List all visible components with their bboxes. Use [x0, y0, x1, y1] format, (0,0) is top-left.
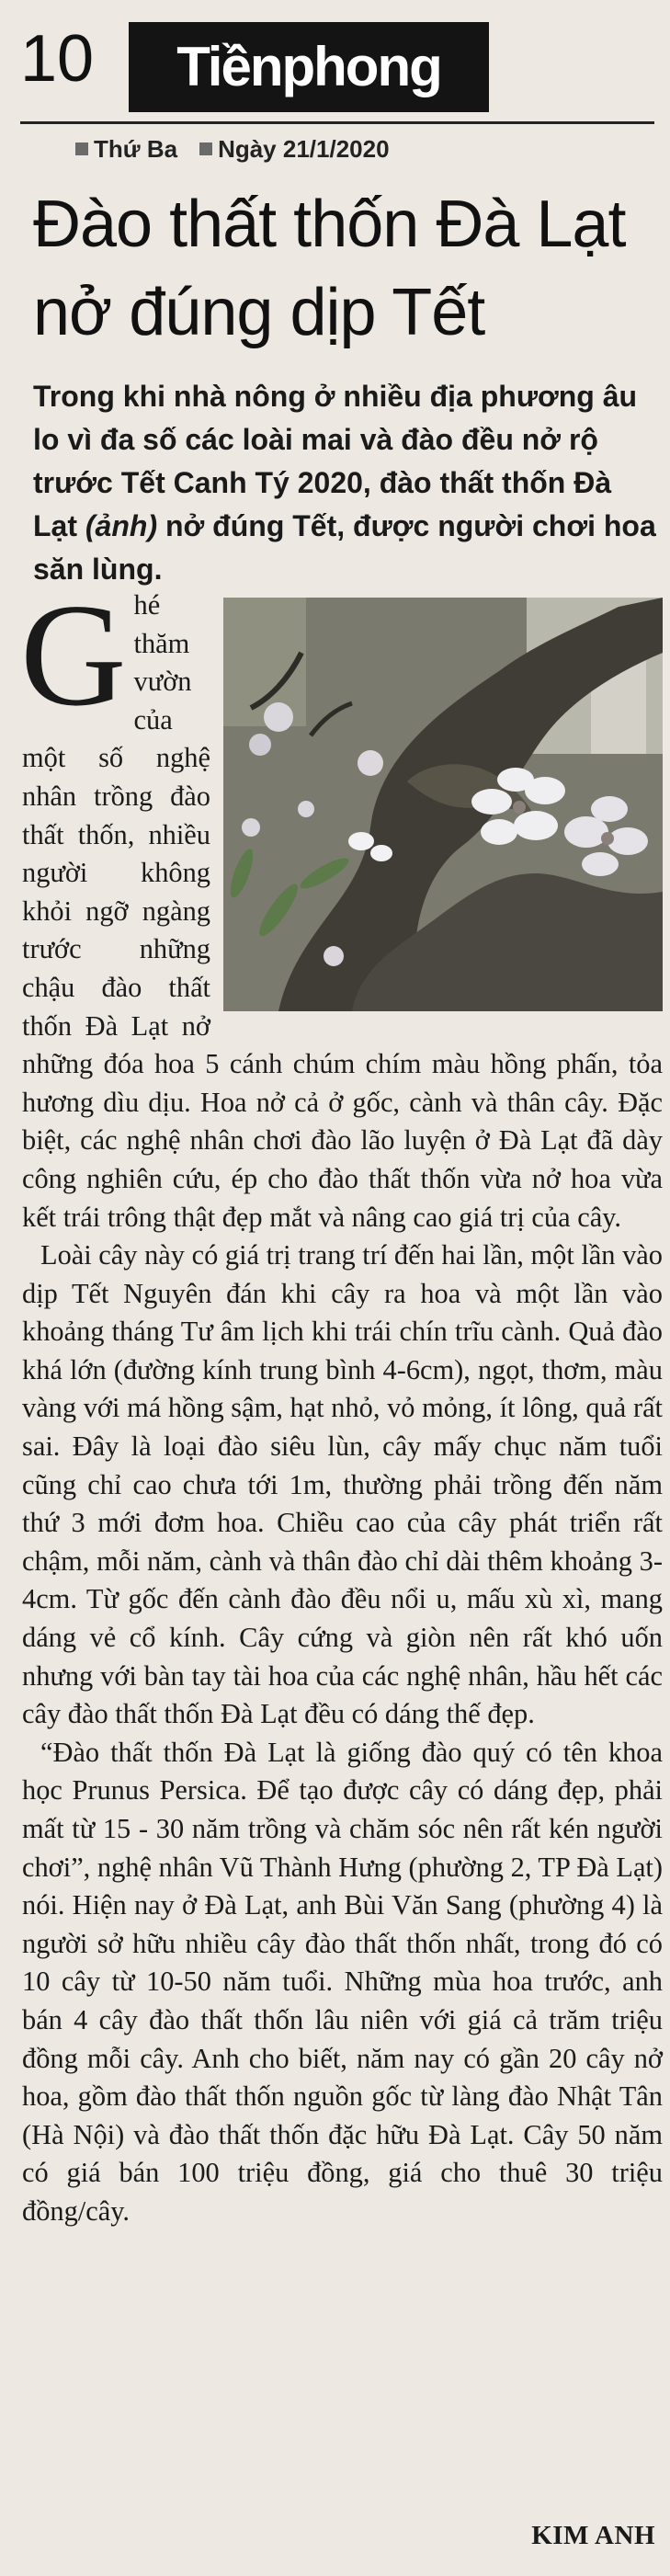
page-number: 10 — [20, 22, 95, 96]
photo-space — [223, 587, 663, 1026]
lead-photo-reference: (ảnh) — [85, 509, 158, 542]
square-bullet-icon — [199, 142, 212, 155]
dateline-date-item — [199, 135, 389, 164]
newspaper-logo — [129, 22, 489, 112]
newspaper-name: Tiềnphong — [176, 36, 441, 97]
article-paragraph-3: “Đào thất thốn Đà Lạt là giống đào quý có tên khoa học Prunus Persica. Để tạo được cây có dáng đẹp, phải mất từ 15 - 30 năm trồng và chăm sóc nên rất kén người chơi”, nghệ nhân Vũ Thành Hưng (phường 2, TP Đà Lạt) nói. Hiện nay ở Đà Lạt, anh Bùi Văn Sang (phường 4) là người sở hữu nhiều cây đào thất thốn nhất, trong đó có 10 cây từ 10-50 năm tuổi. Những mùa hoa trước, anh bán 4 cây đào thất thốn lâu niên với giá cả trăm triệu đồng mỗi cây. Anh cho biết, năm nay có gần 20 cây nở hoa, gồm đào thất thốn nguồn gốc từ làng đào Nhật Tân (Hà Nội) và đào thất thốn đặc hữu Đà Lạt. Cây 50 năm có giá bán 100 triệu đồng, giá cho thuê 30 triệu đồng/cây. — [22, 1736, 663, 2227]
dateline-date: Ngày 21/1/2020 — [218, 134, 390, 163]
author-byline: KIM ANH — [531, 2521, 655, 2550]
lead-text-end: nở đúng Tết, được người chơi hoa săn lùng. — [33, 509, 656, 586]
paragraph-1-text: hé thăm vườn của một số nghệ nhân trồng đào thất thốn, nhiều người không khỏi ngỡ ngàng trước những chậu đào thất thốn Đà Lạt nở những đóa hoa 5 cánh chúm chím màu hồng phấn, tỏa hương dìu dịu. Hoa nở cả ở gốc, cành và thân cây. Đặc biệt, các nghệ nhân chơi đào lão luyện ở Đà Lạt đã dày công nghiên cứu, ép cho đào thất thốn vừa nở hoa vừa kết trái trông thật đẹp mắt và nâng cao giá trị của cây. — [22, 589, 663, 1233]
article-paragraph-2: Loài cây này có giá trị trang trí đến hai lần, một lần vào dịp Tết Nguyên đán khi cây ra hoa và một lần vào khoảng tháng Tư âm lịch khi trái chín trĩu cành. Quả đào khá lớn (đường kính trung bình 4-6cm), ngọt, thơm, màu vàng với má hồng sậm, hạt nhỏ, vỏ mỏng, ít lông, quả rất sai. Đây là loại đào siêu lùn, cây mấy chục năm tuổi cũng chỉ cao chưa tới 1m, thường phải trồng đến năm thứ 3 mới đơm hoa. Chiều cao của cây phát triển rất chậm, mỗi năm, cành và thân đào chỉ dài thêm khoảng 3-4cm. Từ gốc đến cành đào đều nổi u, mấu xù xì, mang dáng vẻ cổ kính. Cây cứng và giòn nên rất khó uốn nhưng với bàn tay tài hoa của các nghệ nhân, hầu hết các cây đào thất thốn Đà Lạt đều có dáng thế đẹp. — [22, 1239, 663, 1730]
lead-text-start: Trong khi nhà nông ở nhiều địa phương âu lo vì đa số các loài mai và đào đều nở rộ trước Tết Canh Tý 2020, đào thất thốn Đà Lạt — [33, 380, 638, 542]
masthead-rule — [20, 121, 654, 124]
article-body — [20, 573, 663, 2231]
dateline — [75, 134, 390, 164]
masthead — [0, 0, 670, 138]
drop-cap: G — [20, 573, 127, 736]
square-bullet-icon — [75, 142, 88, 155]
dateline-weekday: Thứ Ba — [94, 134, 178, 163]
article-headline: Đào thất thốn Đà Lạt nở đúng dịp Tết — [33, 188, 626, 349]
dateline-weekday-item — [75, 135, 177, 164]
article-lead — [33, 375, 658, 591]
